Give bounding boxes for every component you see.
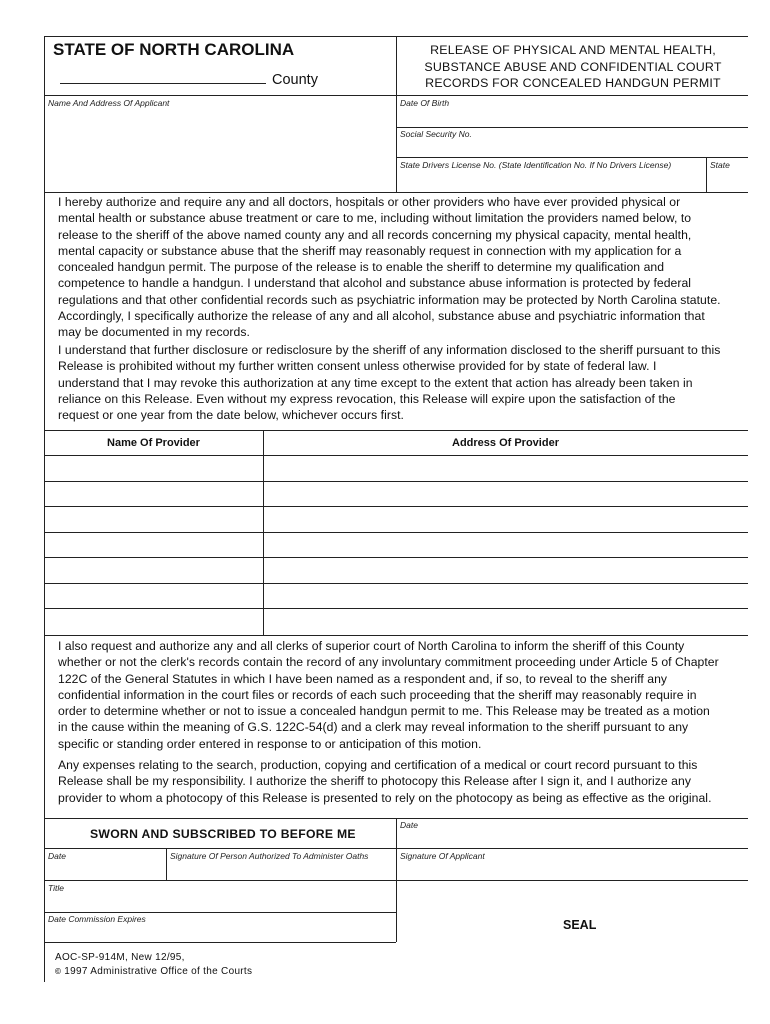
para-line: specific or standing order entered in response to or anticipation of this motion. [58,736,482,751]
county-blank-line [60,83,266,84]
para-line: mental capacity or substance abuse that the sheriff may reasonably request in connection with my application for a [58,243,682,258]
form-title-line: RELEASE OF PHYSICAL AND MENTAL HEALTH, [430,43,716,57]
date-field[interactable] [400,830,746,847]
para-line: I hereby authorize and require any and all doctors, hospitals or other providers who have ever provided physical or [58,195,681,209]
para-line: provider to whom a photocopy of this Release is presented to rely on the photocopy as being as effective as the original. [58,790,712,805]
commission-field[interactable] [48,924,394,940]
para-line: in the cause within the meaning of G.S. 122C-54(d) and a clerk may reveal information to the sheriff pursuant to any [58,720,689,735]
dob-label: Date Of Birth [400,98,450,108]
provider-name-field[interactable] [45,584,263,608]
seal-label: SEAL [563,918,597,932]
expenses-paragraph [58,757,748,806]
county-label: County [272,72,318,88]
provider-name-field[interactable] [45,533,263,557]
date-label: Date [400,820,418,830]
provider-address-field[interactable] [264,507,748,532]
dob-field[interactable] [400,108,746,126]
para-line: Accordingly, I specifically authorize the release of any and all alcohol, substance abuse and psychiatric information that [58,309,705,324]
provider-address-field[interactable] [264,456,748,481]
form-number: AOC-SP-914M, New 12/95, [55,952,185,963]
para-line: confidential information in the court files or records of each such proceeding that the sheriff may reasonably require in [58,687,697,702]
title-label: Title [48,883,64,893]
para-line: mental health or substance abuse treatment or care to me, including without limitation the providers named below, to [58,211,692,226]
copyright-symbol: © [55,967,62,976]
state-field[interactable] [709,170,747,190]
para-line: understand that I may revoke this authorization at any time except to the extent that action has already been taken in [58,375,693,390]
provider-name-field[interactable] [45,558,263,583]
para-line: whether or not the clerk's records contain the record of any involuntary commitment proceeding under Article 5 of Chapter [58,655,719,670]
provider-name-field[interactable] [45,507,263,532]
provider-name-field[interactable] [45,609,263,634]
name-address-label: Name And Address Of Applicant [48,98,170,108]
sworn-title: SWORN AND SUBSCRIBED TO BEFORE ME [90,827,356,841]
ssn-field[interactable] [400,139,746,156]
notary-date-label: Date [48,851,66,861]
official-signature-label: Signature Of Person Authorized To Administer Oaths [170,851,369,861]
para-line: order to determine whether or not to issue a concealed handgun permit to me. This Release may be treated as a motion [58,704,710,719]
para-line: Release shall be my responsibility. I authorize the sheriff to photocopy this Release after I sign it, and I authorize any [58,774,691,789]
form-title-line: RECORDS FOR CONCEALED HANDGUN PERMIT [425,76,721,90]
para-line: request or one year from the date below, whichever occurs first. [58,408,404,423]
para-line: competence to handle a handgun. I understand that alcohol and substance abuse information is protected by federal [58,276,692,291]
provider-name-field[interactable] [45,456,263,481]
authorization-paragraph [58,194,748,341]
official-signature-field[interactable] [170,861,394,879]
license-field[interactable] [400,170,702,190]
provider-name-field[interactable] [45,482,263,506]
notary-date-field[interactable] [48,861,164,879]
provider-address-field[interactable] [264,482,748,506]
para-line: reliance on this Release. Even without my express revocation, this Release will expire upon the satisfaction of the [58,391,676,406]
ssn-label: Social Security No. [400,129,472,139]
para-line: 122C of the General Statutes in which I have been named as a respondent and, if so, to reveal to the sheriff any [58,671,668,686]
applicant-signature-field[interactable] [400,861,746,879]
state-label: State [710,160,730,170]
name-address-field[interactable] [48,108,392,190]
provider-address-field[interactable] [264,533,748,557]
title-field[interactable] [48,893,394,911]
para-line: I also request and authorize any and all clerks of superior court of North Carolina to inform the sheriff of this County [58,639,685,653]
copyright-line [55,965,252,978]
state-title: STATE OF NORTH CAROLINA [53,40,295,59]
para-line: may be documented in my records. [58,325,250,340]
para-line: concealed handgun permit. The purpose of the release is to enable the sheriff to determine my qualification and [58,260,665,275]
para-line: Any expenses relating to the search, production, copying and certification of a medical or court record pursuant to this [58,758,698,772]
applicant-signature-label: Signature Of Applicant [400,851,485,861]
para-line: regulations and that other confidential records such as psychiatric information may be protected by North Carolina statute. [58,292,721,307]
disclosure-paragraph [58,342,748,423]
provider-address-field[interactable] [264,558,748,583]
para-line: release to the sheriff of the above named county any and all records concerning my physical capacity, mental health, [58,227,692,242]
provider-address-header: Address Of Provider [452,437,559,449]
provider-address-field[interactable] [264,609,748,634]
provider-address-field[interactable] [264,584,748,608]
clerk-authorization-paragraph [58,638,748,752]
para-line: Release is prohibited without my further written consent unless otherwise provided for by state of federal law. I [58,359,657,374]
provider-name-header: Name Of Provider [107,437,200,449]
form-title-line: SUBSTANCE ABUSE AND CONFIDENTIAL COURT [424,59,722,74]
para-line: I understand that further disclosure or redisclosure by the sheriff of any information disclosed to the sheriff pursuant to this [58,343,721,357]
license-label: State Drivers License No. (State Identification No. If No Drivers License) [400,160,672,170]
copyright-text: 1997 Administrative Office of the Courts [64,966,253,977]
form-title [400,42,746,92]
commission-label: Date Commission Expires [48,914,146,924]
